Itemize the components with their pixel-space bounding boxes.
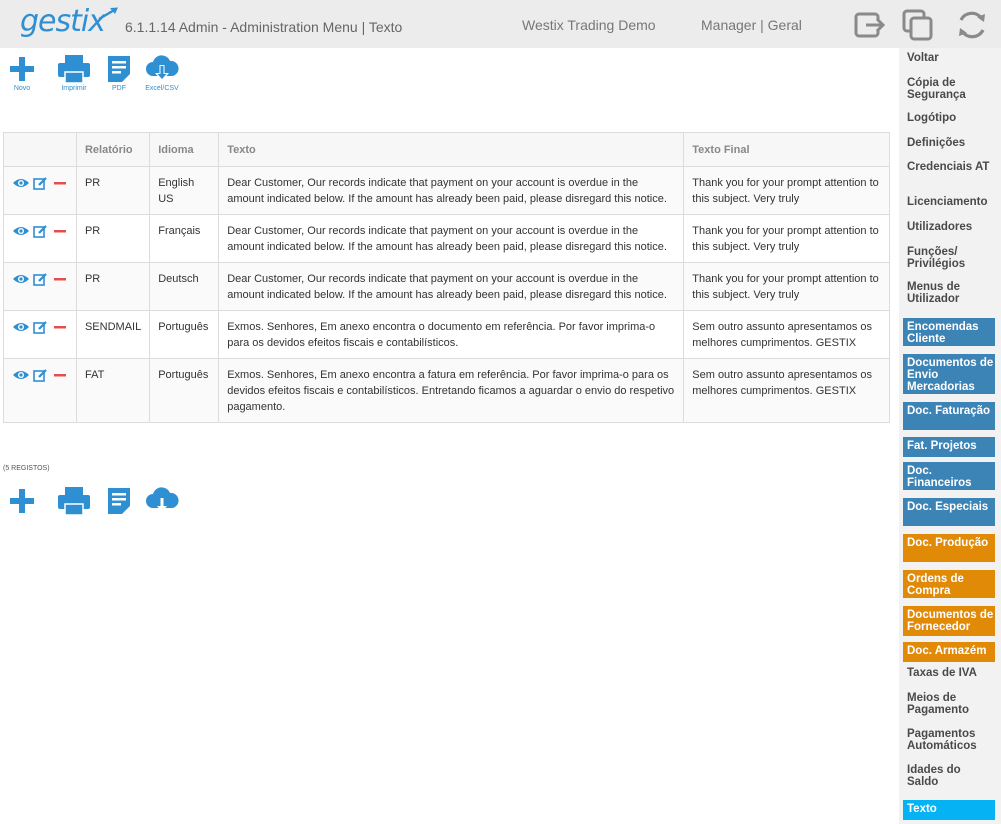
- copy-window-icon[interactable]: [901, 8, 935, 42]
- row-actions: [4, 359, 77, 423]
- sidebar-item-logotipo[interactable]: Logótipo: [907, 112, 957, 124]
- cloud-download-icon: [144, 486, 180, 516]
- col-report-header[interactable]: Relatório: [76, 133, 149, 167]
- sidebar-item-idades-do-saldo[interactable]: Idades do Saldo: [907, 764, 961, 788]
- user-info[interactable]: Manager | Geral: [701, 17, 802, 33]
- cell-report: SENDMAIL: [76, 311, 149, 359]
- row-actions: [4, 311, 77, 359]
- excel-csv-button[interactable]: [142, 54, 182, 92]
- table-row[interactable]: [4, 215, 890, 263]
- edit-icon[interactable]: [33, 176, 48, 195]
- sidebar-item-doc-especiais[interactable]: Doc. Especiais: [903, 498, 995, 526]
- pdf-label: PDF: [112, 85, 126, 92]
- cell-language: Français: [150, 215, 219, 263]
- table-row[interactable]: [4, 311, 890, 359]
- logout-icon[interactable]: [853, 8, 887, 42]
- sidebar-item-meios-de-pagamento[interactable]: Meios de Pagamento: [907, 692, 969, 716]
- table-header-row: [4, 133, 890, 167]
- cell-final-text: Thank you for your prompt attention to this subject. Very truly: [684, 215, 890, 263]
- sidebar-item-texto[interactable]: Texto: [903, 800, 995, 820]
- row-actions: [4, 263, 77, 311]
- table-row[interactable]: [4, 263, 890, 311]
- sidebar-item-utilizadores[interactable]: Utilizadores: [907, 221, 973, 233]
- sidebar-item-definicoes[interactable]: Definições: [907, 137, 966, 149]
- table-row[interactable]: [4, 167, 890, 215]
- new-label: Novo: [13, 85, 31, 92]
- sidebar-item-licenciamento[interactable]: Licenciamento: [907, 196, 988, 208]
- col-actions-header: [4, 133, 77, 167]
- view-eye-icon[interactable]: [12, 321, 30, 338]
- document-icon: [105, 486, 133, 516]
- app-header: [0, 0, 1001, 48]
- sidebar-item-documentos-de-envio-mercadorias[interactable]: Documentos de Envio Mercadorias: [903, 354, 995, 394]
- sidebar-item-credenciais-at[interactable]: Credenciais AT: [907, 161, 990, 173]
- cell-language: Deutsch: [150, 263, 219, 311]
- col-text-header[interactable]: Texto: [219, 133, 684, 167]
- print-button[interactable]: [54, 54, 94, 92]
- plus-icon: [7, 486, 37, 516]
- plus-icon: [7, 54, 37, 84]
- delete-minus-icon[interactable]: [54, 273, 66, 290]
- cell-final-text: Sem outro assunto apresentamos os melhores cumprimentos. GESTIX: [684, 311, 890, 359]
- cell-final-text: Thank you for your prompt attention to this subject. Very truly: [684, 263, 890, 311]
- delete-minus-icon[interactable]: [54, 369, 66, 386]
- cell-final-text: Sem outro assunto apresentamos os melhores cumprimentos. GESTIX: [684, 359, 890, 423]
- edit-icon[interactable]: [33, 272, 48, 291]
- cloud-download-icon: [144, 54, 180, 84]
- print-label: Imprimir: [61, 85, 87, 92]
- cell-language: Português: [150, 311, 219, 359]
- texts-table: [3, 132, 890, 423]
- cell-report: FAT: [76, 359, 149, 423]
- edit-icon[interactable]: [33, 368, 48, 387]
- pdf-button[interactable]: [99, 54, 139, 92]
- sidebar-item-doc-armazem[interactable]: Doc. Armazém: [903, 642, 995, 662]
- view-eye-icon[interactable]: [12, 369, 30, 386]
- cell-report: PR: [76, 263, 149, 311]
- row-actions: [4, 167, 77, 215]
- printer-icon: [56, 486, 92, 516]
- delete-minus-icon[interactable]: [54, 177, 66, 194]
- logo-text: gestix: [20, 4, 105, 39]
- col-final-text-header[interactable]: Texto Final: [684, 133, 890, 167]
- page-title: 6.1.1.14 Admin - Administration Menu | Texto: [125, 19, 403, 35]
- records-count: (5 REGISTOS): [3, 465, 50, 472]
- cell-report: PR: [76, 167, 149, 215]
- edit-icon[interactable]: [33, 320, 48, 339]
- new-button-bottom[interactable]: [2, 486, 42, 516]
- delete-minus-icon[interactable]: [54, 225, 66, 242]
- sidebar-item-pagamentos-automaticos[interactable]: Pagamentos Automáticos: [907, 728, 977, 752]
- sidebar-item-doc-producao[interactable]: Doc. Produção: [903, 534, 995, 562]
- sidebar-item-taxas-de-iva[interactable]: Taxas de IVA: [907, 667, 977, 679]
- sidebar-item-doc-faturacao[interactable]: Doc. Faturação: [903, 402, 995, 430]
- print-button-bottom[interactable]: [54, 486, 94, 516]
- sidebar-item-funcoes-privilegios[interactable]: Funções/ Privilégios: [907, 246, 966, 270]
- col-language-header[interactable]: Idioma: [150, 133, 219, 167]
- view-eye-icon[interactable]: [12, 177, 30, 194]
- pdf-button-bottom[interactable]: [99, 486, 139, 516]
- sidebar-item-copia-de-seguranca[interactable]: Cópia de Segurança: [907, 77, 966, 101]
- sidebar-item-voltar[interactable]: Voltar: [907, 52, 939, 64]
- cell-text: Dear Customer, Our records indicate that payment on your account is overdue in the amount indicated below. If the amount has already been paid, please disregard this notice.: [219, 167, 684, 215]
- company-name[interactable]: Westix Trading Demo: [522, 17, 656, 33]
- cell-text: Exmos. Senhores, Em anexo encontra a fatura em referência. Por favor imprima-o para os devidos efeitos fiscais e contabilísticos. Entretando ficamos a aguardar o envio do respetivo pagamento.: [219, 359, 684, 423]
- view-eye-icon[interactable]: [12, 273, 30, 290]
- sidebar-item-fat-projetos[interactable]: Fat. Projetos: [903, 437, 995, 457]
- cell-language: English US: [150, 167, 219, 215]
- excel-csv-label: Excel/CSV: [145, 85, 179, 92]
- sidebar-item-menus-de-utilizador[interactable]: Menus de Utilizador: [907, 281, 961, 305]
- sidebar-item-encomendas-cliente[interactable]: Encomendas Cliente: [903, 318, 995, 346]
- document-icon: [105, 54, 133, 84]
- edit-icon[interactable]: [33, 224, 48, 243]
- cell-language: Português: [150, 359, 219, 423]
- row-actions: [4, 215, 77, 263]
- cell-final-text: Thank you for your prompt attention to this subject. Very truly: [684, 167, 890, 215]
- cell-report: PR: [76, 215, 149, 263]
- delete-minus-icon[interactable]: [54, 321, 66, 338]
- cell-text: Dear Customer, Our records indicate that payment on your account is overdue in the amount indicated below. If the amount has already been paid, please disregard this notice.: [219, 263, 684, 311]
- table-row[interactable]: [4, 359, 890, 423]
- cell-text: Exmos. Senhores, Em anexo encontra o documento em referência. Por favor imprima-o para os devidos efeitos fiscais e contabilísticos.: [219, 311, 684, 359]
- refresh-icon[interactable]: [955, 8, 989, 42]
- admin-sidebar: [899, 48, 1001, 824]
- gestix-logo[interactable]: [20, 4, 105, 39]
- sidebar-item-ordens-de-compra[interactable]: Ordens de Compra: [903, 570, 995, 598]
- cell-text: Dear Customer, Our records indicate that payment on your account is overdue in the amount indicated below. If the amount has already been paid, please disregard this notice.: [219, 215, 684, 263]
- excel-csv-button-bottom[interactable]: [142, 486, 182, 516]
- sidebar-item-documentos-de-fornecedor[interactable]: Documentos de Fornecedor: [903, 606, 995, 636]
- logo-arrow-icon: [98, 6, 120, 20]
- new-button[interactable]: [2, 54, 42, 92]
- sidebar-item-doc-financeiros[interactable]: Doc. Financeiros: [903, 462, 995, 490]
- view-eye-icon[interactable]: [12, 225, 30, 242]
- printer-icon: [56, 54, 92, 84]
